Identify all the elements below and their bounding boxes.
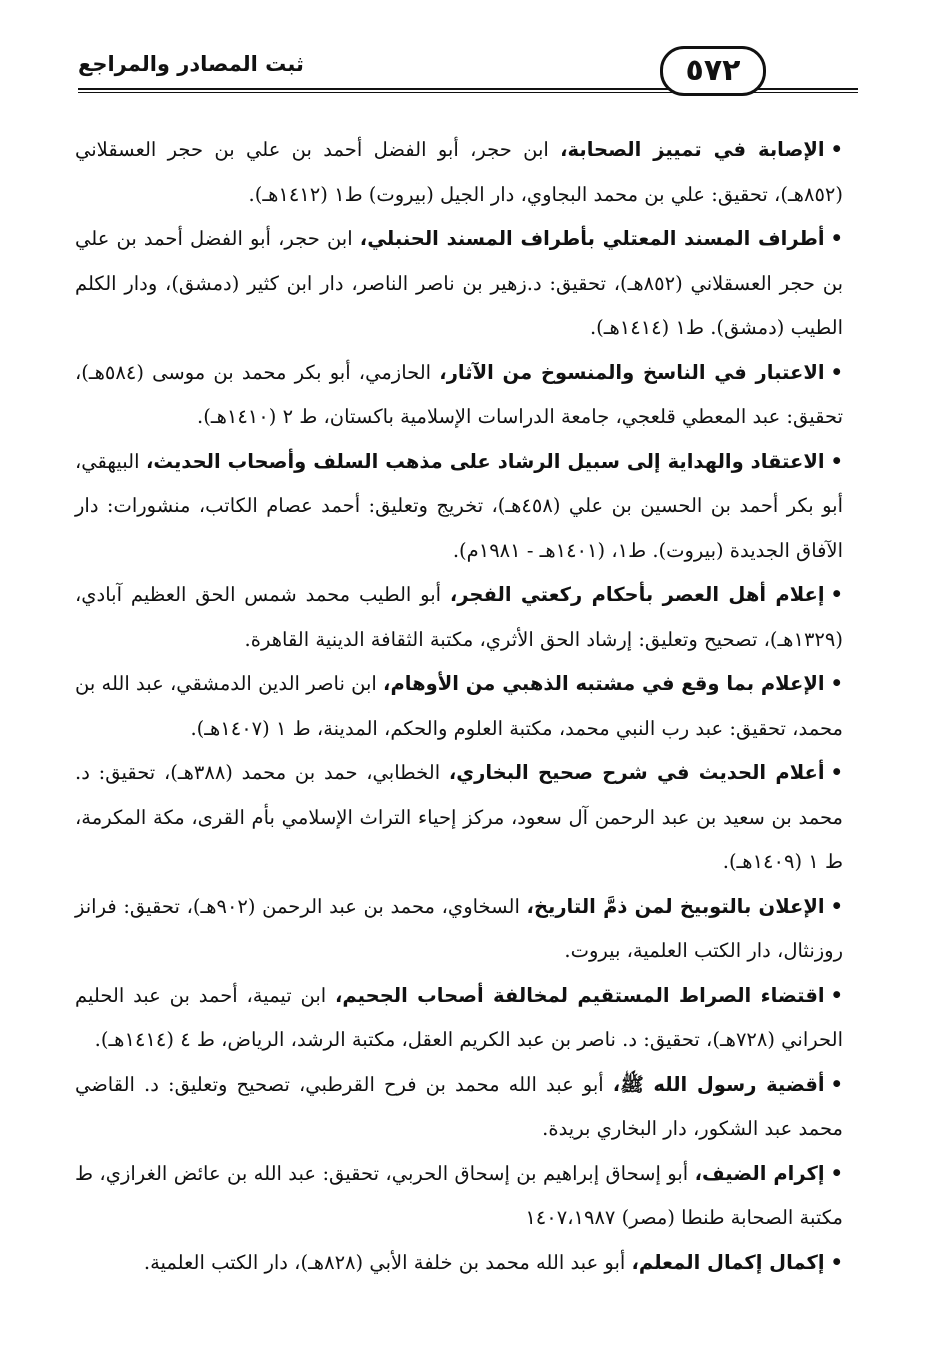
entry-details: البيهقي، أبو بكر أحمد بن الحسين بن علي (٤٥٨هـ)، تخريج وتعليق: أحمد عصام الكاتب، منشورات: دار الآفاق الجديدة (بيروت). ط١، (١٤٠١هـ - ١٩٨١م). <box>75 449 844 562</box>
bullet-icon: • <box>830 1250 843 1274</box>
bullet-icon: • <box>830 1072 843 1096</box>
entry-title: أعلام الحديث في شرح صحيح البخاري، <box>448 761 825 784</box>
entry-title: إكرام الضيف، <box>694 1161 825 1185</box>
bibliography-entry <box>75 751 843 885</box>
page-header <box>78 46 858 102</box>
bibliography-entry <box>75 440 843 574</box>
bibliography-entry <box>75 1063 843 1152</box>
entry-details: ابن حجر، أبو الفضل أحمد بن علي بن حجر العسقلاني (٨٥٢هـ)، تحقيق: علي بن محمد البجاوي، دار الجيل (بيروت) ط١ (١٤١٢هـ). <box>75 138 843 206</box>
bibliography-entry <box>75 128 843 217</box>
bibliography-entry <box>75 662 843 751</box>
section-title: ثبت المصادر والمراجع <box>78 52 304 76</box>
entry-details: أبو عبد الله محمد بن خلفة الأبي (٨٢٨هـ)، دار الكتب العلمية. <box>143 1250 632 1274</box>
entry-details: ابن حجر، أبو الفضل أحمد بن علي بن حجر العسقلاني (٨٥٢هـ)، تحقيق: د.زهير بن ناصر الناصر، دار ابن كثير (دمشق)، ودار الكلم الطيب (دمشق). ط١ (١٤١٤هـ). <box>75 227 844 339</box>
bibliography-entry <box>75 351 843 440</box>
entry-title: أطراف المسند المعتلي بأطراف المسند الحنبلي، <box>359 227 825 250</box>
bullet-icon: • <box>830 227 843 250</box>
page-number-badge: ٥٧٢ <box>660 46 766 96</box>
bibliography-entry <box>75 885 843 974</box>
entry-title: إكمال إكمال المعلم، <box>631 1250 825 1274</box>
bibliography-entry <box>75 974 843 1063</box>
bullet-icon: • <box>830 761 843 784</box>
entry-title: الإعلام بما وقع في مشتبه الذهبي من الأوهام، <box>383 672 825 695</box>
bullet-icon: • <box>830 449 843 473</box>
entry-title: الاعتبار في الناسخ والمنسوخ من الآثار، <box>439 360 825 384</box>
bullet-icon: • <box>830 983 843 1007</box>
bibliography-entry <box>75 1241 843 1286</box>
entry-title: الاعتقاد والهداية إلى سبيل الرشاد على مذهب السلف وأصحاب الحديث، <box>145 449 825 473</box>
entry-details: أبو الطيب محمد شمس الحق العظيم آبادي، (١٣٢٩هـ)، تصحيح وتعليق: إرشاد الحق الأثري، مكتبة الثقافة الدينية القاهرة. <box>75 583 843 651</box>
entry-details: أبو عبد الله محمد بن فرح القرطبي، تصحيح وتعليق: د. القاضي محمد عبد الشكور، دار البخاري بريدة. <box>75 1072 843 1140</box>
entry-details: أبو إسحاق إبراهيم بن إسحاق الحربي، تحقيق: عبد الله بن عائض الغرازي، ط مكتبة الصحابة طنطا (مصر) ١٤٠٧،١٩٨٧ <box>75 1161 843 1229</box>
bullet-icon: • <box>830 672 843 695</box>
bullet-icon: • <box>830 138 843 161</box>
entry-details: السخاوي، محمد بن عبد الرحمن (٩٠٢هـ)، تحقيق: فرانز روزنثال، دار الكتب العلمية، بيروت. <box>75 894 843 962</box>
bullet-icon: • <box>830 1161 843 1185</box>
bibliography-entry <box>75 1152 843 1241</box>
bibliography-entry <box>75 573 843 662</box>
entry-title: إعلام أهل العصر بأحكام ركعتي الفجر، <box>449 583 825 606</box>
bullet-icon: • <box>830 894 843 918</box>
bibliography-list <box>75 128 843 1285</box>
entry-title: الإعلان بالتوبيخ لمن ذمَّ التاريخ، <box>526 894 825 918</box>
bibliography-entry <box>75 217 843 351</box>
entry-title: أقضية رسول الله ﷺ، <box>612 1072 825 1096</box>
entry-details: ابن ناصر الدين الدمشقي، عبد الله بن محمد، تحقيق: عبد رب النبي محمد، مكتبة العلوم والحكم، المدينة، ط ١ (١٤٠٧هـ). <box>75 672 843 740</box>
bullet-icon: • <box>830 583 843 606</box>
entry-details: الخطابي، حمد بن محمد (٣٨٨هـ)، تحقيق: د. محمد بن سعيد بن عبد الرحمن آل سعود، مركز إحياء التراث الإسلامي بأم القرى، مكة المكرمة، ط ١ (١٤٠٩هـ). <box>75 761 843 873</box>
entry-title: اقتضاء الصراط المستقيم لمخالفة أصحاب الجحيم، <box>334 983 825 1007</box>
bullet-icon: • <box>830 360 844 384</box>
entry-details: ابن تيمية، أحمد بن عبد الحليم الحراني (٧٢٨هـ)، تحقيق: د. ناصر بن عبد الكريم العقل، مكتبة الرشد، الرياض، ط ٤ (١٤١٤هـ). <box>75 983 843 1051</box>
entry-details: الحازمي، أبو بكر محمد بن موسى (٥٨٤هـ)، تحقيق: عبد المعطي قلعجي، جامعة الدراسات الإسلامية باكستان، ط ٢ (١٤١٠هـ). <box>75 360 843 428</box>
entry-title: الإصابة في تمييز الصحابة، <box>560 138 825 161</box>
